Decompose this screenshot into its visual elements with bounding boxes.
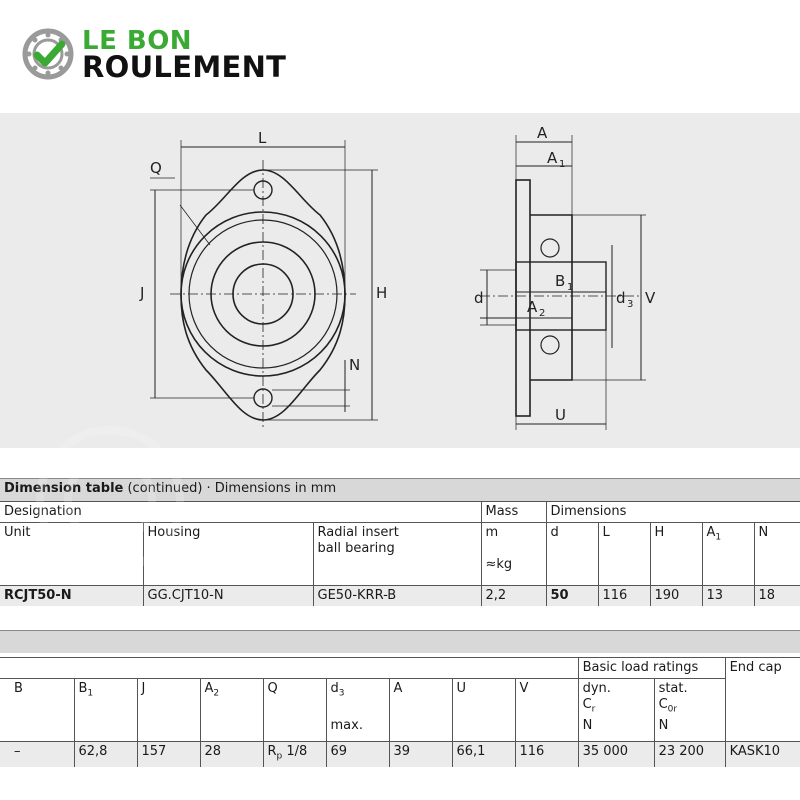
technical-drawing: [0, 113, 800, 448]
header-H: H: [650, 523, 702, 586]
cell-B1: 62,8: [74, 742, 137, 767]
header-A2: $A_2$: [200, 679, 263, 742]
label-d: d: [474, 289, 484, 307]
front-view: [150, 140, 378, 428]
label-B1: B: [555, 272, 566, 290]
brand-logo: [22, 26, 302, 86]
header-J: J: [137, 679, 200, 742]
cell-B: –: [0, 742, 74, 767]
label-A: A: [537, 124, 548, 142]
header-end-cap: End cap: [725, 658, 800, 742]
label-A2: A: [527, 298, 538, 316]
label-Q: Q: [150, 159, 162, 177]
header-dimensions: Dimensions: [546, 502, 800, 523]
cell-J: 157: [137, 742, 200, 767]
cell-unit: RCJT50-N: [0, 586, 143, 607]
label-V: V: [645, 289, 656, 307]
header-unit: Unit: [0, 523, 143, 586]
table-row: [0, 742, 800, 767]
label-N: N: [349, 356, 361, 374]
header-designation: Designation: [0, 502, 481, 523]
header-housing: Housing: [143, 523, 313, 586]
table-title-suffix: (continued) · Dimensions in mm: [123, 481, 337, 496]
table-title: Dimension table: [4, 481, 124, 496]
cell-V: 116: [515, 742, 578, 767]
label-H: H: [376, 284, 388, 302]
dimension-table-2: [0, 657, 800, 767]
cell-insert: GE50-KRR-B: [313, 586, 481, 607]
header-basic-load: Basic load ratings: [578, 658, 725, 679]
header-U: U: [452, 679, 515, 742]
cell-Cr: 35 000: [578, 742, 654, 767]
cell-U: 66,1: [452, 742, 515, 767]
label-J: J: [140, 284, 145, 302]
header-A: A: [389, 679, 452, 742]
bearing-check-icon: [22, 28, 74, 80]
dimension-table-1: [0, 478, 800, 606]
cell-L: 116: [598, 586, 650, 607]
header-N: N: [754, 523, 800, 586]
brand-line2: ROULEMENT: [82, 50, 287, 84]
label-d3-sub: 3: [627, 299, 634, 310]
brand-line1: LE BON: [82, 26, 193, 56]
label-B1-sub: 1: [567, 282, 574, 293]
header-insert: Radial insert ball bearing: [313, 523, 481, 586]
header-Q: Q: [263, 679, 326, 742]
label-A1-sub: 1: [559, 159, 566, 170]
cell-d: 50: [546, 586, 598, 607]
dimension-tables: [0, 478, 800, 767]
cell-C0r: 23 200: [654, 742, 725, 767]
header-mass: Mass: [481, 502, 546, 523]
header-A1: $A_1$: [702, 523, 754, 586]
header-Cr: dyn. $C_r$ N: [578, 679, 654, 742]
cell-N: 18: [754, 586, 800, 607]
header-d3: $d_3$ max.: [326, 679, 389, 742]
header-L: L: [598, 523, 650, 586]
cell-end-cap: KASK10: [725, 742, 800, 767]
label-A2-sub: 2: [539, 308, 546, 319]
header-B1: $B_1$: [74, 679, 137, 742]
table-separator-bar: [0, 630, 800, 653]
cell-d3: 69: [326, 742, 389, 767]
label-L: L: [258, 129, 267, 147]
label-A1: A: [547, 149, 558, 167]
header-C0r: stat. $C_{0r}$ N: [654, 679, 725, 742]
header-d: d: [546, 523, 598, 586]
header-B: B: [0, 679, 74, 742]
cell-A: 39: [389, 742, 452, 767]
cell-mass: 2,2: [481, 586, 546, 607]
table-row: [0, 586, 800, 607]
label-d3: d: [616, 289, 626, 307]
cell-Q: $R_p$ 1/8: [263, 742, 326, 767]
cell-A1: 13: [702, 586, 754, 607]
cell-A2: 28: [200, 742, 263, 767]
cell-housing: GG.CJT10-N: [143, 586, 313, 607]
header-V: V: [515, 679, 578, 742]
label-U: U: [555, 406, 566, 424]
cell-H: 190: [650, 586, 702, 607]
header-m: m ≈kg: [481, 523, 546, 586]
